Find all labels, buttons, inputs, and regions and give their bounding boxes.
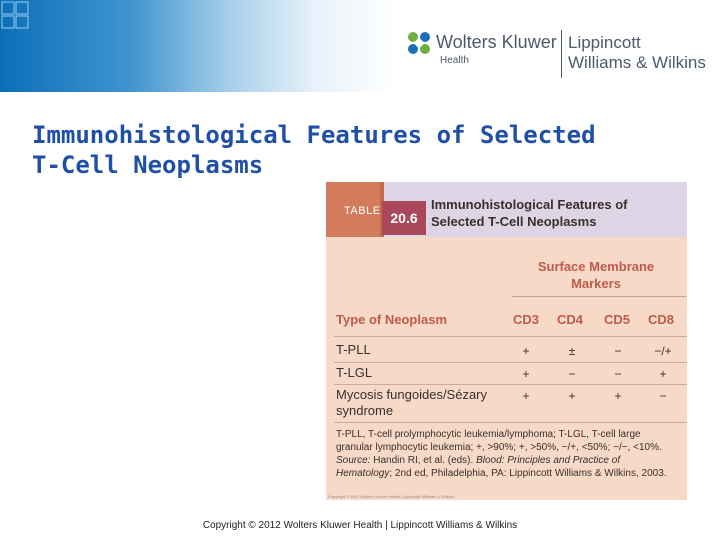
table-number: 20.6 [390, 210, 418, 226]
title-line-2: T-Cell Neoplasms [32, 151, 264, 179]
row-rule [334, 362, 687, 363]
table-title-line-2: Selected T-Cell Neoplasms [431, 214, 597, 229]
publisher-name: Wolters Kluwer [436, 32, 557, 52]
wolters-kluwer-mark-icon [406, 30, 432, 56]
row-label-tpll: T-PLL [336, 342, 371, 357]
table-cell: + [659, 367, 667, 381]
table-cell: + [614, 389, 622, 403]
table-label: TABLE [344, 205, 381, 217]
table-cell: − [614, 344, 622, 358]
row-rule [334, 384, 687, 385]
column-header-cd5: CD5 [604, 312, 631, 327]
table-cell: −/+ [654, 344, 672, 358]
footnote-book: Blood: Principles and Practice of [476, 455, 621, 466]
table-cell: − [568, 367, 576, 381]
table-cell: ± [568, 344, 576, 358]
table-number-badge [382, 201, 426, 235]
footnote-book-2: Hematology [336, 468, 390, 479]
footnote-line-4 [336, 467, 681, 480]
logo-divider [561, 30, 562, 78]
row-label-tlgl: T-LGL [336, 365, 373, 380]
imprint-line-2: Williams & Wilkins [568, 53, 706, 72]
footnote-authors: Handin RI, et al. (eds). [373, 455, 474, 466]
table-figure [326, 182, 687, 500]
row-label-mycosis [336, 387, 487, 419]
column-header-type: Type of Neoplasm [336, 312, 448, 327]
table-title-line-1: Immunohistological Features of [431, 197, 628, 212]
page-title [32, 120, 692, 180]
header-rule [334, 336, 687, 337]
group-header-line-1: Surface Membrane [537, 259, 655, 274]
lww-logo [568, 33, 706, 73]
footer-copyright: Copyright © 2012 Wolters Kluwer Health | Lippincott Williams & Wilkins [202, 520, 518, 531]
group-header [516, 258, 676, 292]
table-footnote [336, 428, 681, 480]
imprint-line-1: Lippincott [568, 33, 641, 52]
table-cell: + [522, 389, 530, 403]
table-cell: − [659, 389, 667, 403]
title-line-1: Immunohistological Features of Selected [32, 121, 596, 149]
footnote-line-2: granular lymphocytic leukemia; +, >90%; +, >50%, −/+, <50%; −/−, <10%. [336, 442, 662, 453]
publisher-sub: Health [440, 55, 469, 66]
table-cell: − [614, 367, 622, 381]
column-header-cd8: CD8 [648, 312, 675, 327]
column-header-cd3: CD3 [513, 312, 540, 327]
table-cell: + [568, 389, 576, 403]
footnote-line-1: T-PLL, T-cell prolymphocytic leukemia/lymphoma; T-LGL, T-cell large [336, 429, 641, 440]
group-header-rule [512, 296, 687, 297]
row-label-mycosis-line-1: Mycosis fungoides/Sézary [336, 387, 488, 402]
table-bottom-rule [334, 422, 687, 423]
footnote-line-3 [336, 454, 681, 467]
decorative-grid [0, 0, 80, 30]
group-header-line-2: Markers [571, 276, 621, 291]
table-tiny-copyright: Copyright © 2012 Wolters Kluwer Health | Lippincott Williams & Wilkins [328, 494, 454, 499]
table-cell: + [522, 344, 530, 358]
column-header-cd4: CD4 [557, 312, 584, 327]
row-label-mycosis-line-2: syndrome [336, 403, 394, 418]
footnote-publisher: ; 2nd ed, Philadelphia, PA: Lippincott Williams & Wilkins, 2003. [389, 468, 667, 479]
table-title [431, 196, 681, 230]
table-cell: + [522, 367, 530, 381]
footnote-source-label: Source: [336, 455, 371, 466]
